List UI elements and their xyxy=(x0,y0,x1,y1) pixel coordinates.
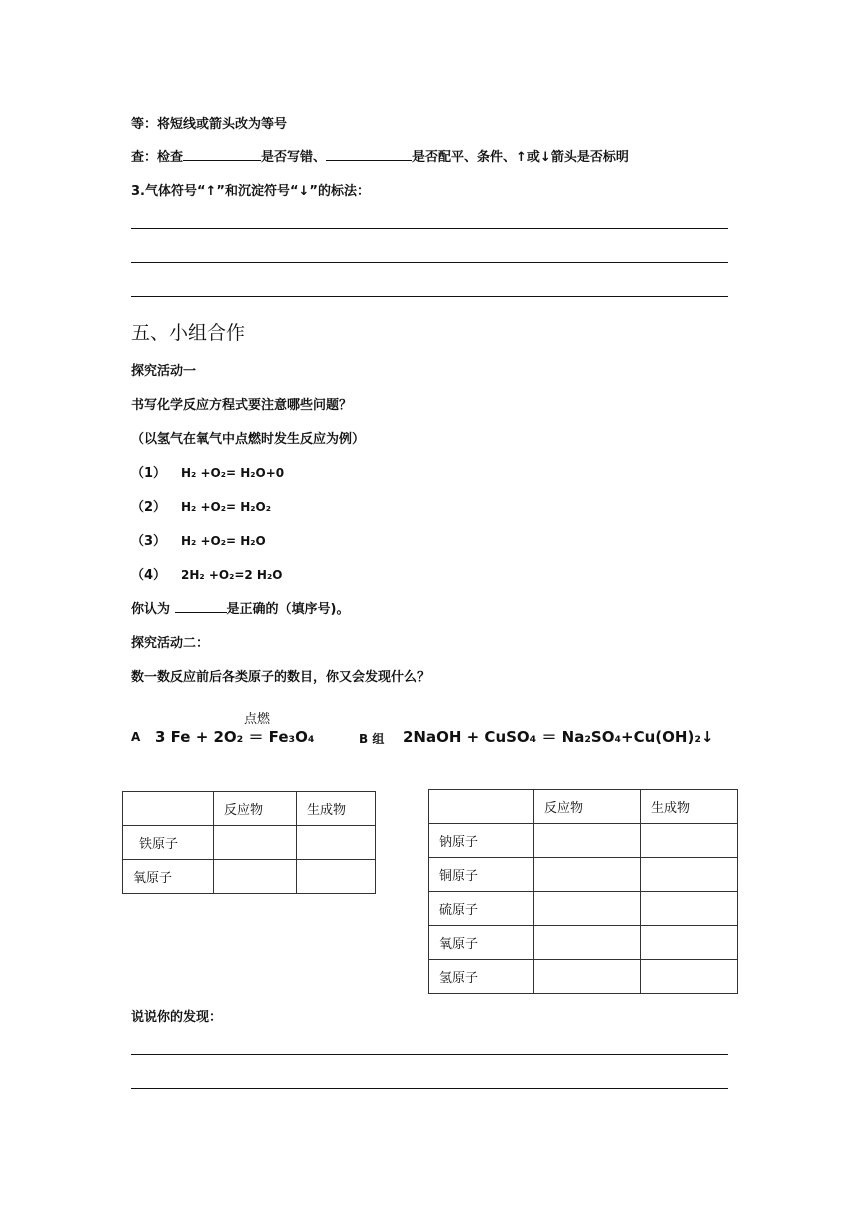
input-cell[interactable] xyxy=(214,860,297,894)
input-cell[interactable] xyxy=(534,926,641,960)
answer-line[interactable] xyxy=(131,1054,728,1055)
option-label: （1） xyxy=(131,466,167,481)
input-cell[interactable] xyxy=(534,824,641,858)
table-header-cell xyxy=(429,790,534,824)
option-label: （4） xyxy=(131,568,167,583)
table-row xyxy=(123,860,376,894)
option-label: （2） xyxy=(131,500,167,515)
check-suffix: 是否配平、条件、↑或↓箭头是否标明 xyxy=(412,150,629,165)
table-header-cell xyxy=(123,792,214,826)
table-header-cell: 反应物 xyxy=(534,790,641,824)
row-label: 氧原子 xyxy=(429,926,534,960)
fill-blank-1[interactable] xyxy=(183,147,261,161)
table-header-cell: 生成物 xyxy=(641,790,738,824)
option-equation: H₂ +O₂= H₂O xyxy=(181,534,266,548)
atom-count-table-a xyxy=(122,791,376,894)
input-cell[interactable] xyxy=(641,960,738,994)
activity-two-title: 探究活动二： xyxy=(131,636,210,651)
option-label: （3） xyxy=(131,534,167,549)
activity-one-title: 探究活动一 xyxy=(131,364,197,379)
input-cell[interactable] xyxy=(534,858,641,892)
text-line-equal: 等：将短线或箭头改为等号 xyxy=(131,117,288,132)
section-title: 五、小组合作 xyxy=(131,322,246,344)
option-row xyxy=(131,564,282,583)
option-row xyxy=(131,530,266,549)
table-header-cell: 反应物 xyxy=(214,792,297,826)
answer-line[interactable] xyxy=(131,1088,728,1089)
check-prefix: 查：检查 xyxy=(131,150,184,165)
option-equation: H₂ +O₂= H₂O₂ xyxy=(181,500,271,514)
input-cell[interactable] xyxy=(534,960,641,994)
table-row xyxy=(429,824,738,858)
answer-line[interactable] xyxy=(131,296,728,297)
reaction-a-label: A xyxy=(131,730,141,744)
question-one: 书写化学反应方程式要注意哪些问题？ xyxy=(131,398,353,413)
input-cell[interactable] xyxy=(534,892,641,926)
reaction-b-equation: 2NaOH + CuSO₄ ＝ Na₂SO₄+Cu(OH)₂↓ xyxy=(403,728,714,746)
findings-prompt: 说说你的发现： xyxy=(131,1010,223,1025)
answer-suffix: 是正确的（填序号)。 xyxy=(226,602,350,617)
text-line-check xyxy=(131,146,629,165)
answer-sentence xyxy=(131,598,349,617)
input-cell[interactable] xyxy=(297,860,376,894)
table-row xyxy=(429,960,738,994)
table-header-row xyxy=(123,792,376,826)
check-middle: 是否写错、 xyxy=(261,150,327,165)
input-cell[interactable] xyxy=(641,858,738,892)
text-line-symbols: 3.气体符号“↑”和沉淀符号“↓”的标法： xyxy=(131,184,370,199)
input-cell[interactable] xyxy=(641,892,738,926)
reaction-condition: 点燃 xyxy=(244,712,271,727)
answer-line[interactable] xyxy=(131,228,728,229)
option-row xyxy=(131,496,271,515)
row-label: 硫原子 xyxy=(429,892,534,926)
input-cell[interactable] xyxy=(641,926,738,960)
fill-blank-2[interactable] xyxy=(326,147,412,161)
row-label: 铜原子 xyxy=(429,858,534,892)
reaction-b-label: B 组 xyxy=(359,732,385,746)
table-row xyxy=(429,858,738,892)
row-label: 钠原子 xyxy=(429,824,534,858)
question-two: 数一数反应前后各类原子的数目，你又会发现什么？ xyxy=(131,670,431,685)
table-row xyxy=(123,826,376,860)
option-equation: H₂ +O₂= H₂O+0 xyxy=(181,466,285,480)
reaction-a-equation: 3 Fe + 2O₂ ＝ Fe₃O₄ xyxy=(155,728,315,746)
row-label: 铁原子 xyxy=(123,826,214,860)
input-cell[interactable] xyxy=(641,824,738,858)
row-label: 氧原子 xyxy=(123,860,214,894)
input-cell[interactable] xyxy=(214,826,297,860)
table-row xyxy=(429,892,738,926)
atom-count-table-b xyxy=(428,789,738,994)
option-row xyxy=(131,462,284,481)
answer-prefix: 你认为 xyxy=(131,602,175,617)
table-header-cell: 生成物 xyxy=(297,792,376,826)
table-row xyxy=(429,926,738,960)
example-note: （以氢气在氧气中点燃时发生反应为例） xyxy=(131,432,366,447)
row-label: 氢原子 xyxy=(429,960,534,994)
answer-line[interactable] xyxy=(131,262,728,263)
table-header-row xyxy=(429,790,738,824)
answer-blank[interactable] xyxy=(175,599,227,613)
input-cell[interactable] xyxy=(297,826,376,860)
option-equation: 2H₂ +O₂=2 H₂O xyxy=(181,568,283,582)
